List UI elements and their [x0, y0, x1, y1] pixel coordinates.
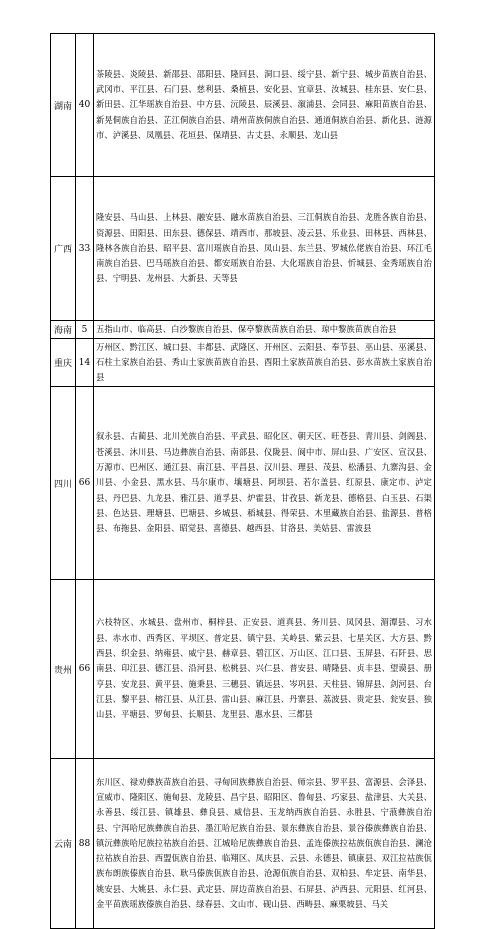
county-count-cell: 66 — [76, 387, 94, 580]
province-cell: 四川 — [51, 387, 76, 580]
county-count-cell: 5 — [76, 321, 94, 339]
poverty-county-table — [50, 33, 435, 929]
table-row — [51, 339, 435, 387]
county-count-cell: 14 — [76, 339, 94, 387]
province-cell: 贵州 — [51, 580, 76, 759]
table-row — [51, 387, 435, 580]
county-list-cell: 隆安县、马山县、上林县、融安县、融水苗族自治县、三江侗族自治县、龙胜各族自治县、资源县、田阳县、田东县、德保县、靖西市、那坡县、凌云县、乐业县、田林县、西林县、隆林各族自治县、昭平县、富川瑶族自治县、凤山县、东兰县、罗城仫佬族自治县、环江毛南族自治县、巴马瑶族自治县、都安瑶族自治县、大化瑶族自治县、忻城县、金秀瑶族自治县、宁明县、龙州县、大新县、天等县 — [94, 177, 435, 321]
county-list-cell: 东川区、禄劝彝族苗族自治县、寻甸回族彝族自治县、师宗县、罗平县、富源县、会泽县、宣威市、隆阳区、施甸县、龙陵县、昌宁县、昭阳区、鲁甸县、巧家县、盐津县、大关县、永善县、绥江县、镇雄县、彝良县、威信县、玉龙纳西族自治县、永胜县、宁蒗彝族自治县、宁洱哈尼族彝族自治县、墨江哈尼族自治县、景东彝族自治县、景谷傣族彝族自治县、镇沅彝族哈尼族拉祜族自治县、江城哈尼族彝族自治县、孟连傣族拉祜族佤族自治县、澜沧拉祜族自治县、西盟佤族自治县、临翔区、凤庆县、云县、永德县、镇康县、双江拉祜族佤族布朗族傣族自治县、耿马傣族佤族自治县、沧源佤族自治县、双柏县、牟定县、南华县、姚安县、大姚县、永仁县、武定县、屏边苗族自治县、石屏县、泸西县、元阳县、红河县、金平苗族瑶族傣族自治县、绿春县、文山市、砚山县、西畴县、麻栗坡县、马关 — [94, 759, 435, 929]
county-count-cell: 66 — [76, 580, 94, 759]
county-list-cell: 万州区、黔江区、城口县、丰都县、武隆区、开州区、云阳县、奉节县、巫山县、巫溪县、石柱土家族自治县、秀山土家族苗族自治县、酉阳土家族苗族自治县、彭水苗族土家族自治县 — [94, 339, 435, 387]
province-cell: 云南 — [51, 759, 76, 929]
county-count-cell: 33 — [76, 177, 94, 321]
county-count-cell: 88 — [76, 759, 94, 929]
table-row — [51, 321, 435, 339]
county-list-cell: 六枝特区、水城县、盘州市、桐梓县、正安县、道真县、务川县、凤冈县、湄潭县、习水县、赤水市、西秀区、平坝区、普定县、镇宁县、关岭县、紫云县、七星关区、大方县、黔西县、织金县、纳雍县、威宁县、赫章县、碧江区、万山区、江口县、玉屏县、石阡县、思南县、印江县、德江县、沿河县、松桃县、兴仁县、普安县、晴隆县、贞丰县、望谟县、册亨县、安龙县、黄平县、施秉县、三穗县、镇远县、岑巩县、天柱县、锦屏县、剑河县、台江县、黎平县、榕江县、从江县、雷山县、麻江县、丹寨县、荔波县、贵定县、瓮安县、独山县、平塘县、罗甸县、长顺县、龙里县、惠水县、三都县 — [94, 580, 435, 759]
table-row — [51, 759, 435, 929]
county-list-cell: 茶陵县、炎陵县、新邵县、邵阳县、隆回县、洞口县、绥宁县、新宁县、城步苗族自治县、武冈市、平江县、石门县、慈利县、桑植县、安化县、宜章县、汝城县、桂东县、安仁县、新田县、江华瑶族自治县、中方县、沅陵县、辰溪县、溆浦县、会同县、麻阳苗族自治县、新晃侗族自治县、芷江侗族自治县、靖州苗族侗族自治县、通道侗族自治县、新化县、涟源市、泸溪县、凤凰县、花垣县、保靖县、古丈县、永顺县、龙山县 — [94, 34, 435, 177]
table-row — [51, 34, 435, 177]
county-list-cell: 叙永县、古蔺县、北川羌族自治县、平武县、昭化区、朝天区、旺苍县、青川县、剑阁县、苍溪县、沐川县、马边彝族自治县、南部县、仪陇县、阆中市、屏山县、广安区、宣汉县、万源市、巴州区、通江县、南江县、平昌县、汉川县、理县、茂县、松潘县、九寨沟县、金川县、小金县、黑水县、马尔康市、壤塘县、阿坝县、若尔盖县、红原县、康定市、泸定县、丹巴县、九龙县、雅江县、道孚县、炉霍县、甘孜县、新龙县、德格县、白玉县、石渠县、色达县、理塘县、巴塘县、乡城县、稻城县、得荣县、木里藏族自治县、盐源县、普格县、布拖县、金阳县、昭觉县、喜德县、越西县、甘洛县、美姑县、雷波县 — [94, 387, 435, 580]
table-row — [51, 177, 435, 321]
province-cell: 广西 — [51, 177, 76, 321]
county-count-cell: 40 — [76, 34, 94, 177]
table-row — [51, 580, 435, 759]
province-cell: 湖南 — [51, 34, 76, 177]
province-cell: 重庆 — [51, 339, 76, 387]
province-cell: 海南 — [51, 321, 76, 339]
county-list-cell: 五指山市、临高县、白沙黎族自治县、保亭黎族苗族自治县、琼中黎族苗族自治县 — [94, 321, 435, 339]
